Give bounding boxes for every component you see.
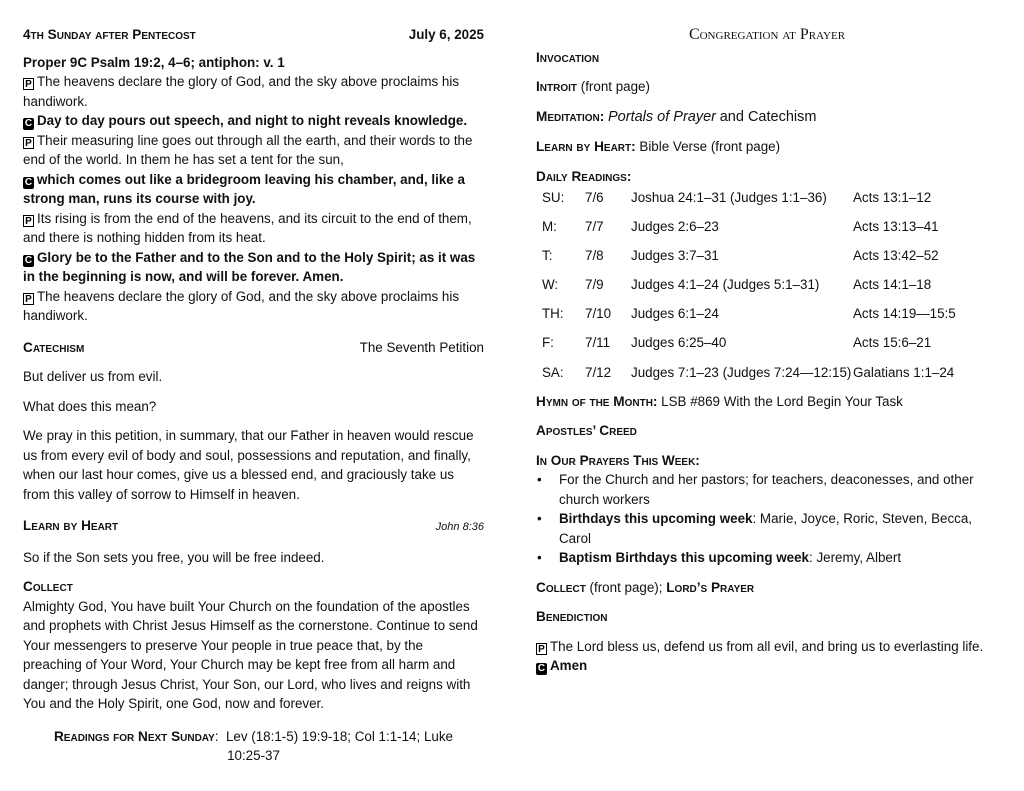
bullet-icon: •	[537, 472, 542, 488]
introit-label: Introit	[536, 79, 577, 94]
meditation-book: Portals of Prayer	[608, 108, 716, 125]
hymn-label: Hymn of the Month:	[536, 393, 658, 409]
learn-label: Learn by Heart:	[536, 139, 636, 154]
reading-nt: Acts 14:1–18	[853, 277, 932, 293]
learn-text-right: Bible Verse (front page)	[639, 139, 781, 154]
psalm-line-text: Day to day pours out speech, and night to night reveals knowledge.	[37, 113, 468, 128]
page-header	[23, 25, 484, 45]
reading-date: 7/6	[585, 190, 604, 205]
congregation-marker-icon: C	[537, 663, 546, 675]
reading-day: F:	[542, 335, 554, 351]
catechism-heading: Catechism	[23, 339, 85, 355]
prayer-item-heading: Birthdays this upcoming week	[559, 511, 753, 527]
benediction-words: The Lord bless us, defend us from all evil, and bring us to everlasting life.	[550, 638, 984, 654]
meditation-rest: and Catechism	[719, 108, 817, 125]
learn-header	[23, 516, 484, 538]
hymn-text: LSB #869 With the Lord Begin Your Task	[661, 393, 903, 409]
catechism-question: What does this mean?	[23, 398, 157, 414]
reading-day: SU:	[542, 190, 565, 205]
reading-nt: Acts 13:1–12	[853, 190, 932, 205]
benediction-text	[536, 637, 998, 657]
page-title: Congregation at Prayer	[688, 26, 846, 43]
catechism-answer: We pray in this petition, in summary, that our Father in heaven would rescue us from every evil of body and soul, possessions and reputation, and finally, when our last hour comes, give us a blessed end, and graciously take us from this valley of sorrow to Himself in heaven.	[23, 428, 474, 502]
next-label: Readings for Next Sunday	[53, 728, 215, 744]
reading-row	[536, 363, 998, 383]
amen: Amen	[550, 658, 588, 674]
header-date: July 6, 2025	[408, 27, 484, 42]
next-text: Lev (18:1-5) 19:9-18; Col 1:1-14; Luke 10:25-37	[225, 728, 453, 763]
reading-date: 7/8	[585, 248, 604, 264]
amen-line	[536, 656, 998, 676]
reading-day: M:	[542, 219, 557, 235]
reading-row	[536, 246, 998, 266]
reading-date: 7/11	[585, 335, 611, 351]
learn-text: So if the Son sets you free, you will be free indeed.	[23, 549, 325, 565]
psalm-line	[23, 248, 484, 287]
psalm-line-text: Their measuring line goes out through all the earth, and their words to the end of the world. In them he has set a tent for the sun,	[23, 132, 473, 167]
reading-day: SA:	[542, 364, 564, 380]
bullet-icon: •	[537, 511, 542, 527]
reading-nt: Acts 15:6–21	[853, 335, 932, 351]
reading-nt: Acts 13:42–52	[853, 248, 939, 264]
daily-readings-label: Daily Readings:	[536, 168, 632, 184]
reading-ot: Joshua 24:1–31 (Judges 1:1–36)	[631, 190, 827, 205]
prayers-list	[536, 470, 998, 568]
pastor-marker-icon: P	[23, 293, 34, 305]
invocation: Invocation	[536, 49, 600, 65]
right-column	[536, 0, 998, 676]
psalm-line	[23, 170, 484, 209]
learn-by-heart	[536, 137, 998, 157]
reading-row	[536, 217, 998, 237]
reading-date: 7/7	[585, 219, 604, 235]
psalm-lines	[23, 72, 484, 326]
reading-day: T:	[542, 248, 553, 264]
reading-row	[536, 275, 998, 295]
learn-heading: Learn by Heart	[23, 518, 119, 533]
reading-row	[536, 333, 998, 353]
prayer-item-text: For the Church and her pastors; for teachers, deaconesses, and other church workers	[559, 472, 974, 507]
header-title: 4th Sunday after Pentecost	[23, 27, 196, 42]
reading-ot: Judges 6:25–40	[631, 335, 727, 351]
reading-ot: Judges 4:1–24 (Judges 5:1–31)	[631, 277, 820, 293]
collect-note: (front page);	[589, 579, 663, 595]
prayer-item	[536, 470, 998, 509]
reading-date: 7/12	[585, 364, 612, 380]
psalm-line	[23, 287, 484, 326]
psalm-line	[23, 209, 484, 248]
left-column	[23, 0, 484, 766]
psalm-line-text: which comes out like a bridegroom leaving his chamber, and, like a strong man, runs its course with joy.	[23, 171, 465, 206]
prayer-item-heading: Baptism Birthdays this upcoming week	[559, 550, 810, 566]
congregation-marker-icon: C	[24, 254, 33, 266]
pastor-marker-icon: P	[23, 78, 34, 90]
daily-readings-table	[536, 188, 998, 382]
psalm-line	[23, 131, 484, 170]
reading-nt: Acts 14:19—15:5	[853, 306, 956, 322]
introit-note: (front page)	[580, 79, 650, 94]
prayer-item-text: : Jeremy, Albert	[809, 550, 902, 566]
reading-ot: Judges 3:7–31	[631, 248, 719, 264]
psalm-line	[23, 111, 484, 131]
psalm-line	[23, 72, 484, 111]
psalm-heading: Proper 9C Psalm 19:2, 4–6; antiphon: v. 1	[23, 54, 285, 70]
prayer-item	[536, 548, 998, 568]
reading-nt: Galatians 1:1–24	[853, 364, 955, 380]
reading-row	[536, 188, 998, 208]
learn-ref: John 8:36	[435, 521, 484, 533]
prayer-item	[536, 509, 998, 548]
psalm-line-text: Its rising is from the end of the heavens, and its circuit to the end of them, and there is nothing hidden from its heat.	[23, 210, 472, 245]
collect-line	[536, 578, 998, 598]
apostles-creed: Apostles’ Creed	[536, 423, 637, 439]
reading-nt: Acts 13:13–41	[853, 219, 939, 235]
catechism-petition: The Seventh Petition	[359, 339, 484, 355]
congregation-marker-icon: C	[24, 118, 33, 129]
psalm-line-text: The heavens declare the glory of God, and the sky above proclaims his handiwork.	[23, 74, 460, 109]
bullet-icon: •	[537, 550, 542, 566]
catechism-header	[23, 338, 484, 358]
reading-day: W:	[542, 277, 559, 293]
collect-text: Almighty God, You have built Your Church on the foundation of the apostles and prophets with Christ Jesus Himself as the cornerstone. Continue to send Your messengers to preserve Your people in true peace that, by the preaching of Your Word, Your Church may be kept free from all harm and danger; through Jesus Christ, Your Son, our Lord, who lives and reigns with You and the Holy Spirit, one God, now and forever.	[23, 598, 478, 711]
lords-prayer: Lord’s Prayer	[666, 579, 755, 595]
meditation	[536, 107, 998, 128]
reading-ot: Judges 6:1–24	[631, 306, 719, 322]
pastor-marker-icon: P	[23, 137, 34, 149]
pastor-marker-icon: P	[23, 215, 34, 227]
catechism-prayer: But deliver us from evil.	[23, 369, 163, 384]
pastor-marker-icon: P	[536, 643, 547, 655]
reading-date: 7/9	[585, 277, 604, 293]
collect-heading: Collect	[23, 579, 73, 594]
benediction-heading: Benediction	[536, 609, 608, 625]
prayers-label: In Our Prayers This Week:	[536, 452, 700, 468]
reading-row	[536, 304, 998, 324]
reading-ot: Judges 2:6–23	[631, 219, 719, 235]
psalm-line-text: Glory be to the Father and to the Son and to the Holy Spirit; as it was in the beginning is now, and will be forever. Amen.	[23, 249, 476, 284]
next-readings: Readings for Next Sunday: Lev (18:1-5) 19:9-18; Col 1:1-14; Luke 10:25-37	[53, 728, 453, 763]
reading-date: 7/10	[585, 306, 612, 322]
collect-label: Collect	[536, 579, 586, 595]
congregation-marker-icon: C	[24, 176, 33, 188]
psalm-line-text: The heavens declare the glory of God, and the sky above proclaims his handiwork.	[23, 288, 460, 323]
meditation-label: Meditation:	[536, 108, 605, 124]
introit	[536, 77, 998, 97]
reading-day: TH:	[542, 306, 564, 322]
prayer-item-text: : Marie, Joyce, Roric, Steven, Becca, Carol	[559, 511, 973, 546]
hymn	[536, 392, 998, 412]
reading-ot: Judges 7:1–23 (Judges 7:24—12:15)	[631, 364, 852, 380]
